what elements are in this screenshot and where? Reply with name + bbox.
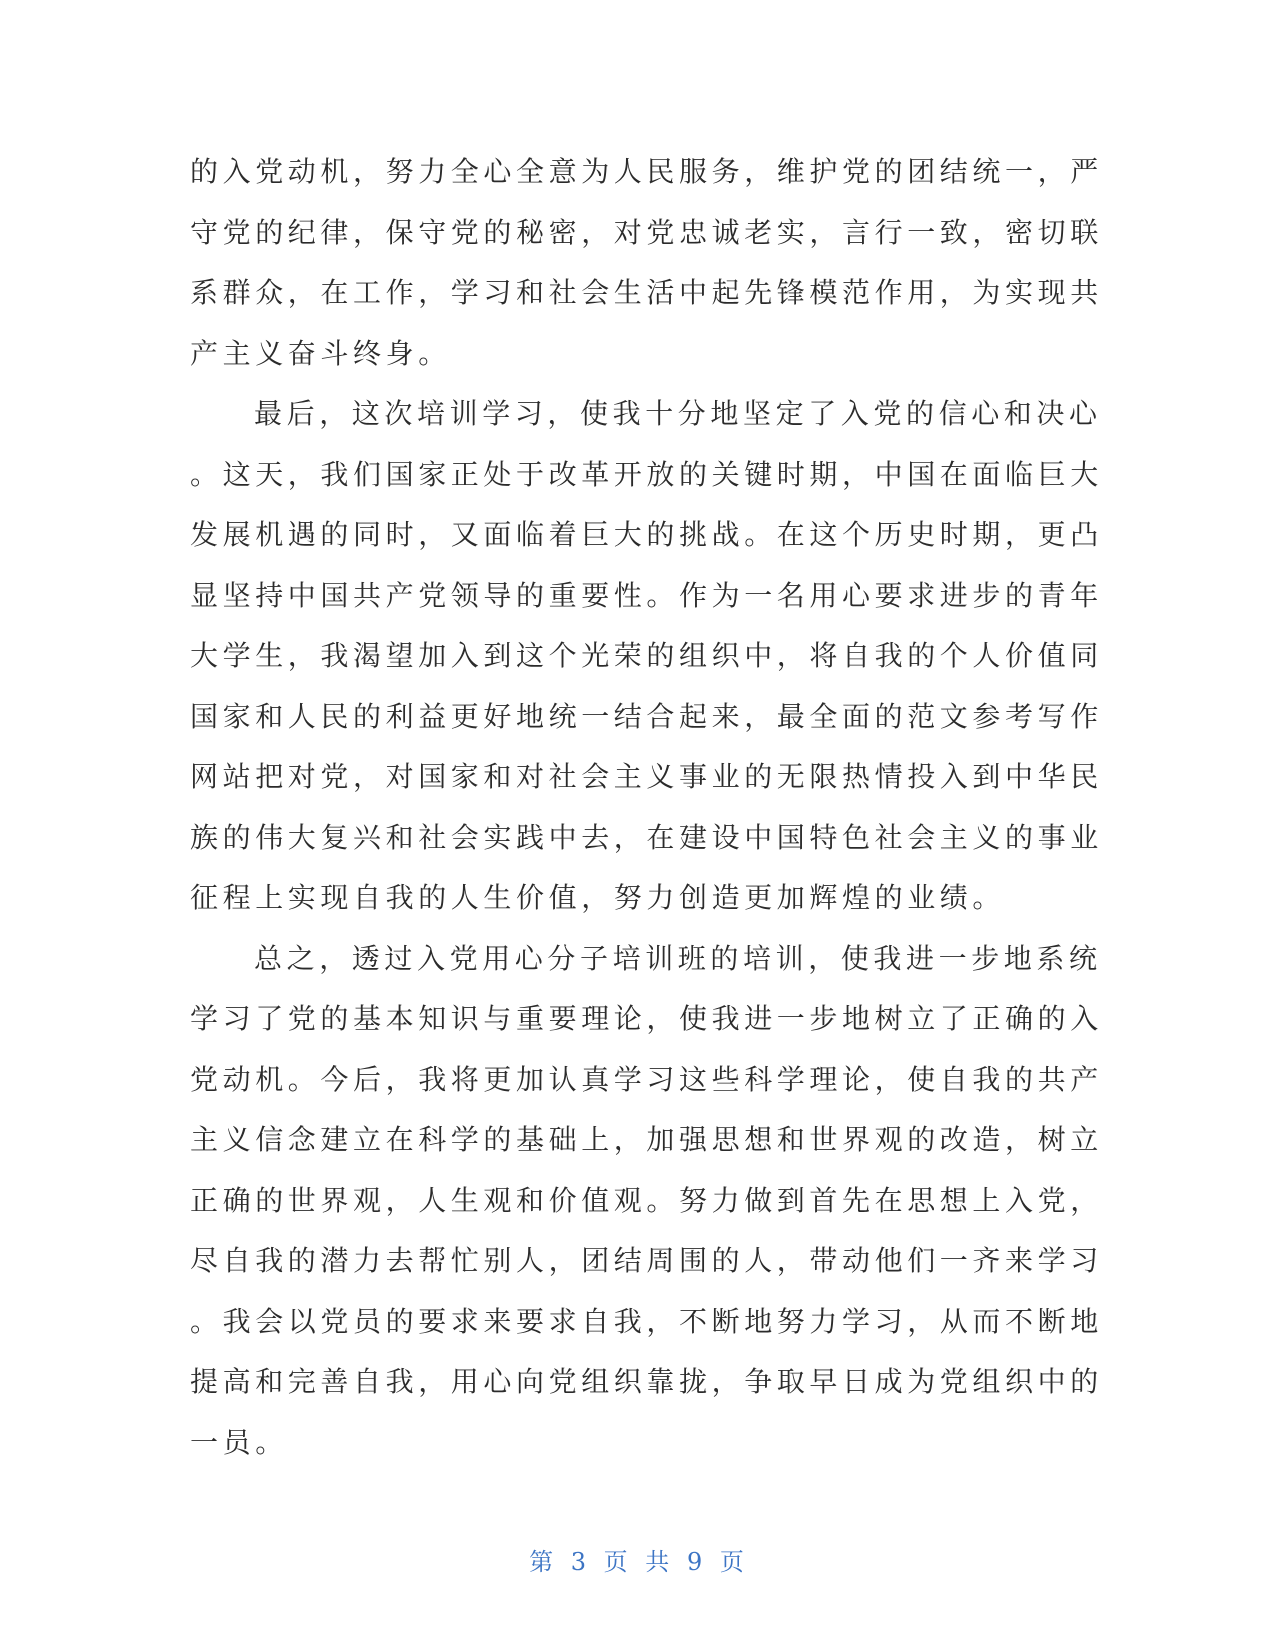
paragraph-2-line-8: 族的伟大复兴和社会实践中去，在建设中国特色社会主义的事业 bbox=[190, 820, 1103, 854]
paragraph-2-line-5: 大学生，我渴望加入到这个光荣的组织中，将自我的个人价值同 bbox=[190, 639, 1103, 672]
paragraph-3-line-7: 。我会以党员的要求来要求自我，不断地努力学习，从而不断地 bbox=[190, 1304, 1103, 1338]
paragraph-2-line-9: 征程上实现自我的人生价值，努力创造更加辉煌的业绩。 bbox=[190, 881, 1006, 914]
paragraph-2-line-4: 显坚持中国共产党领导的重要性。作为一名用心要求进步的青年 bbox=[190, 578, 1103, 612]
paragraph-3-line-2: 学习了党的基本知识与重要理论，使我进一步地树立了正确的入 bbox=[190, 1002, 1103, 1035]
paragraph-2-line-2: 。这天，我们国家正处于改革开放的关键时期，中国在面临巨大 bbox=[190, 457, 1103, 491]
paragraph-3-line-6: 尽自我的潜力去帮忙别人，团结周围的人，带动他们一齐来学习 bbox=[190, 1244, 1103, 1277]
document-body bbox=[190, 142, 1103, 1473]
paragraph-1-line-1: 的入党动机，努力全心全意为人民服务，维护党的团结统一，严 bbox=[190, 155, 1103, 188]
paragraph-1-line-2: 守党的纪律，保守党的秘密，对党忠诚老实，言行一致，密切联 bbox=[190, 215, 1103, 249]
page-number-footer: 第 3 页 共 9 页 bbox=[529, 1548, 746, 1576]
paragraph-3-line-8: 提高和完善自我，用心向党组织靠拢，争取早日成为党组织中的 bbox=[190, 1365, 1103, 1398]
paragraph-1-line-3: 系群众，在工作，学习和社会生活中起先锋模范作用，为实现共 bbox=[190, 276, 1103, 309]
paragraph-3-line-4: 主义信念建立在科学的基础上，加强思想和世界观的改造，树立 bbox=[190, 1123, 1103, 1156]
paragraph-2-line-3: 发展机遇的同时，又面临着巨大的挑战。在这个历史时期，更凸 bbox=[190, 518, 1103, 551]
paragraph-3-line-9: 一员。 bbox=[190, 1425, 288, 1459]
paragraph-3-line-3: 党动机。今后，我将更加认真学习这些科学理论，使自我的共产 bbox=[190, 1062, 1103, 1096]
paragraph-2-line-6: 国家和人民的利益更好地统一结合起来，最全面的范文参考写作 bbox=[190, 699, 1103, 733]
paragraph-3-line-5: 正确的世界观，人生观和价值观。努力做到首先在思想上入党， bbox=[190, 1183, 1103, 1217]
paragraph-2-line-1: 最后，这次培训学习，使我十分地坚定了入党的信心和决心 bbox=[254, 397, 1102, 430]
paragraph-1-line-4: 产主义奋斗终身。 bbox=[190, 336, 451, 370]
paragraph-2-line-7: 网站把对党，对国家和对社会主义事业的无限热情投入到中华民 bbox=[190, 760, 1103, 793]
paragraph-3-line-1: 总之，透过入党用心分子培训班的培训，使我进一步地系统 bbox=[254, 941, 1102, 975]
